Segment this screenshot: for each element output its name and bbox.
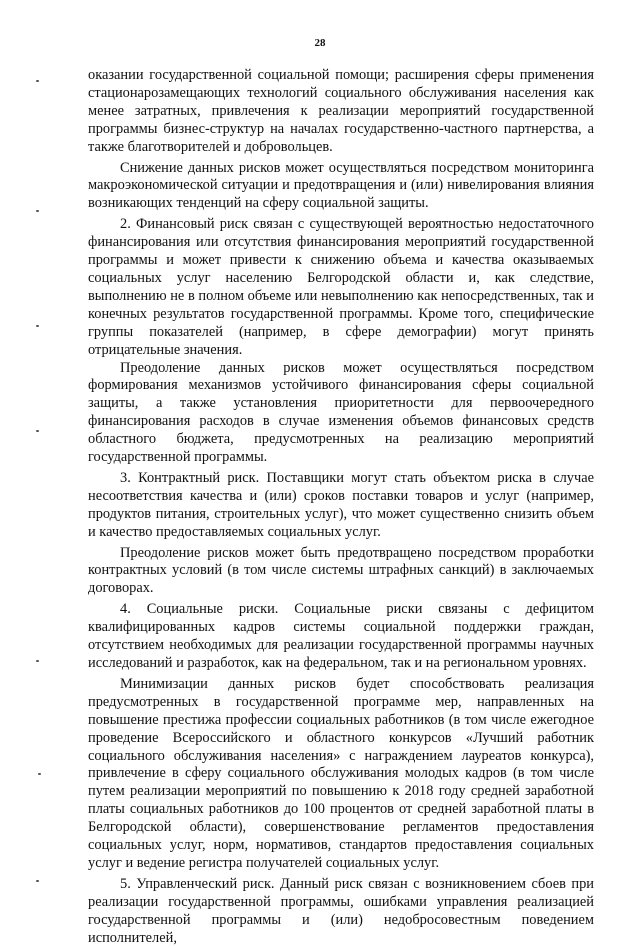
scan-speck: [36, 80, 39, 82]
body-text: [88, 67, 594, 948]
paragraph-social-mitigation: Минимизации данных рисков будет способствовать реализация предусмотренных в государственной программе мер, направленных на повышение престижа профессии социальных работников (в том числе ежегодное проведение Всероссийского и областного конкурсов «Лучший работник социального обслуживания населения» с награждением лауреатов конкурса), привлечение в сферу социального обслуживания молодых кадров (в том числе путем реализации мероприятий по повышению к 2018 году средней заработной платы социальных работников до 100 процентов от средней заработной платы в Белгородской области), совершенствование регламентов предоставления социальных услуг, норм, нормативов, стандартов предоставления социальных услуг и ведение регистра получателей социальных услуг.: [88, 675, 594, 871]
paragraph-risk-reduction: Снижение данных рисков может осуществляться посредством мониторинга макроэкономической ситуации и предотвращения и (или) нивелирования влияния возникающих тенденций на сферу социальной защиты.: [88, 159, 594, 212]
scan-speck: [36, 210, 39, 212]
scan-speck: [36, 325, 39, 327]
paragraph-contract-mitigation: Преодоление рисков может быть предотвращено посредством проработки контрактных условий (в том числе системы штрафных санкций) в заключаемых договорах.: [88, 544, 594, 597]
scan-speck: [36, 430, 39, 432]
paragraph-management-risk: 5. Управленческий риск. Данный риск связан с возникновением сбоев при реализации государственной программы, ошибками управления реализацией государственной программы и (или) недобросовестным поведением исполнителей,: [88, 875, 594, 946]
scan-speck: [36, 880, 39, 882]
page-number: 28: [314, 37, 326, 49]
paragraph-financial-mitigation: Преодоление данных рисков может осуществляться посредством формирования механизмов устойчивого финансирования сферы социальной защиты, а также установления приоритетности для первоочередного финансирования расходов в случае изменения объемов финансовых средств областного бюджета, предусмотренных на реализацию мероприятий государственной программы.: [88, 359, 594, 466]
paragraph-contract-risk: 3. Контрактный риск. Поставщики могут стать объектом риска в случае несоответствия качества и (или) сроков поставки товаров и услуг (например, продуктов питания, строительных услуг), что может существенно снизить объем и качество предоставляемых социальных услуг.: [88, 469, 594, 540]
scan-speck: [36, 660, 39, 662]
paragraph-continuation: оказании государственной социальной помощи; расширения сферы применения стационарозамещающих технологий социального обслуживания населения как менее затратных, привлечения к реализации мероприятий государственной программы бизнес-структур на началах государственно-частного партнерства, а также благотворителей и добровольцев.: [88, 67, 594, 155]
paragraph-social-risks: 4. Социальные риски. Социальные риски связаны с дефицитом квалифицированных кадров системы социальной поддержки граждан, отсутствием необходимых для реализации государственной программы научных исследований и разработок, как на федеральном, так и на региональном уровнях.: [88, 601, 594, 671]
scan-speck: [38, 773, 41, 775]
paragraph-financial-risk: 2. Финансовый риск связан с существующей вероятностью недостаточного финансирования или отсутствия финансирования мероприятий государственной программы и может привести к снижению объема и качества оказываемых социальных услуг населению Белгородской области и, как следствие, выполнению не в полном объеме или невыполнению как непосредственных, так и конечных результатов государственной программы. Кроме того, специфические группы показателей (например, в сфере демографии) могут принять отрицательные значения.: [88, 216, 594, 358]
